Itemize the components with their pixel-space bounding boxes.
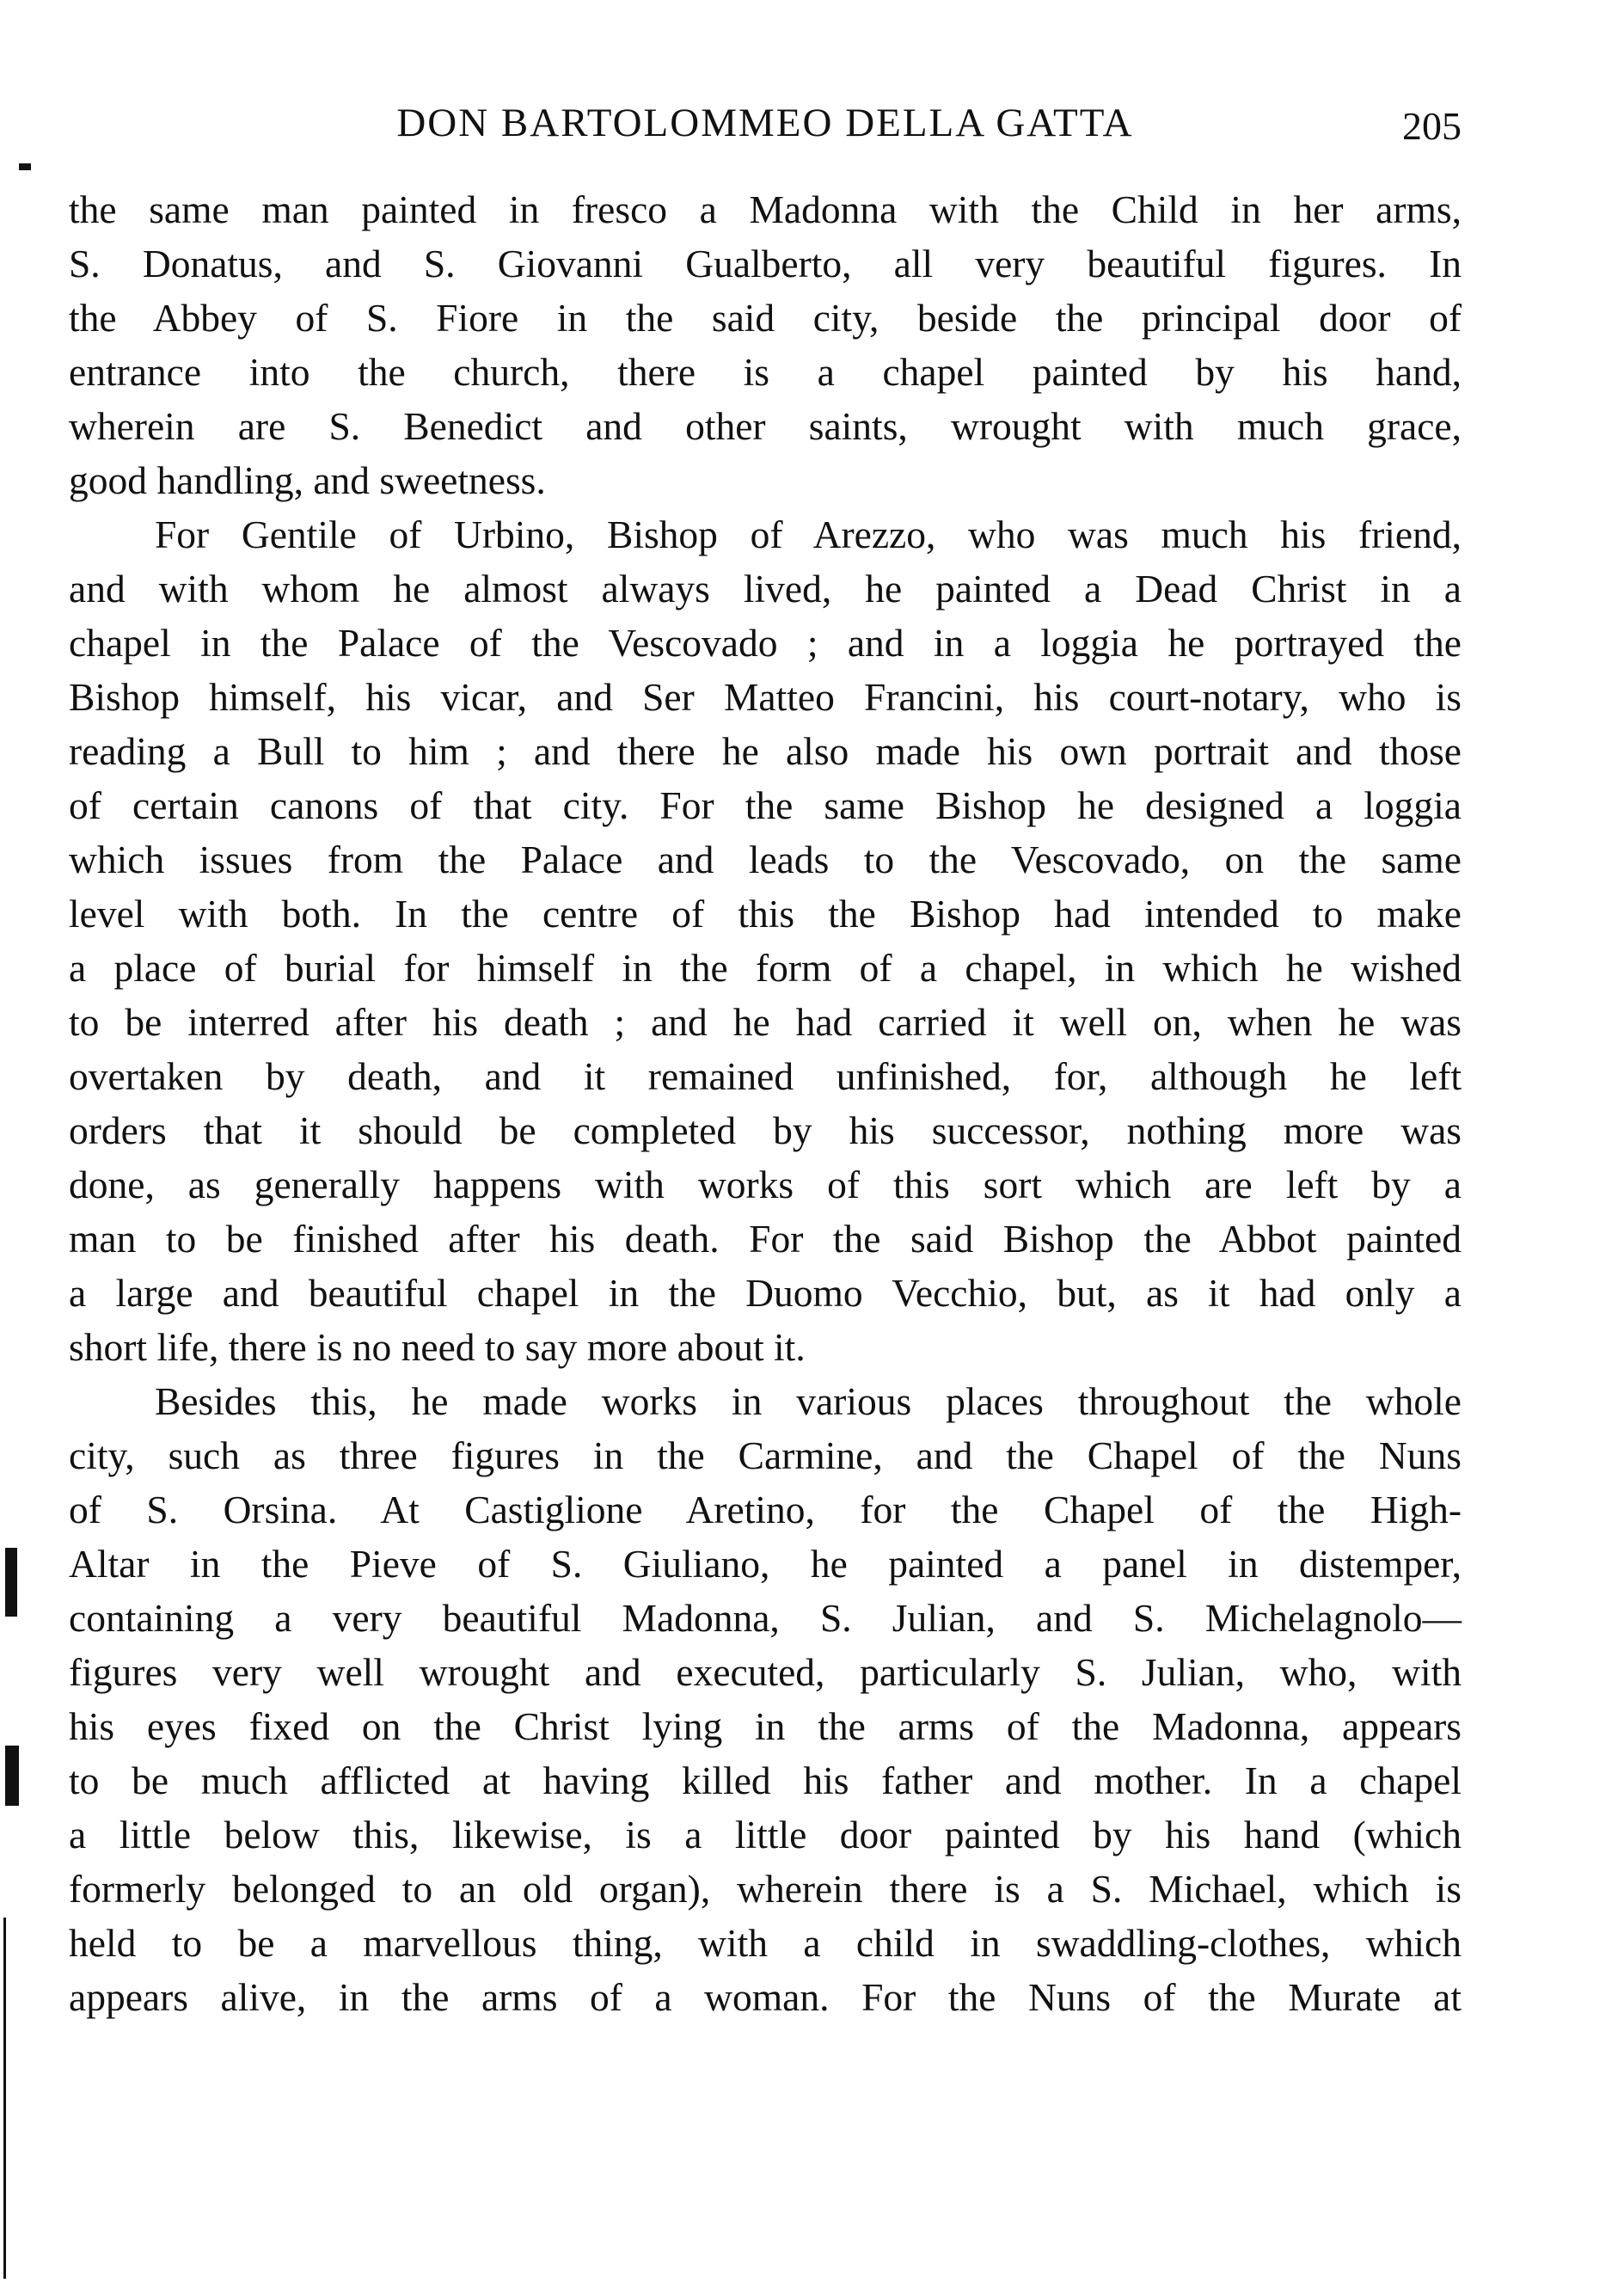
text-line: wherein are S. Benedict and other saints, wrought with much grace, — [69, 404, 1462, 448]
text-line: a little below this, likewise, is a little door painted by his hand (which — [69, 1813, 1462, 1856]
text-line: Altar in the Pieve of S. Giuliano, he painted a panel in distemper, — [69, 1542, 1462, 1586]
text-line: the Abbey of S. Fiore in the said city, beside the principal door of — [69, 296, 1462, 340]
text-line: overtaken by death, and it remained unfinished, for, although he left — [69, 1054, 1462, 1098]
text-line: appears alive, in the arms of a woman. For the Nuns of the Murate at — [69, 1975, 1462, 2019]
scan-mark-lower — [5, 1746, 19, 1806]
text-line: chapel in the Palace of the Vescovado ; and in a loggia he portrayed the — [69, 621, 1462, 665]
scan-mark-top — [19, 163, 31, 170]
text-line: to be much afflicted at having killed his father and mother. In a chapel — [69, 1758, 1462, 1802]
text-line: city, such as three figures in the Carmine, and the Chapel of the Nuns — [69, 1433, 1462, 1477]
page-number: 205 — [1402, 104, 1462, 148]
text-line: For Gentile of Urbino, Bishop of Arezzo, who was much his friend, — [155, 512, 1462, 556]
text-line: orders that it should be completed by his successor, nothing more was — [69, 1108, 1462, 1152]
text-line: level with both. In the centre of this the Bishop had intended to make — [69, 892, 1462, 936]
text-line: of certain canons of that city. For the same Bishop he designed a loggia — [69, 783, 1462, 827]
text-line: of S. Orsina. At Castiglione Aretino, for the Chapel of the High- — [69, 1488, 1462, 1531]
text-line: Besides this, he made works in various places throughout the whole — [155, 1379, 1462, 1423]
text-line: his eyes fixed on the Christ lying in the arms of the Madonna, appears — [69, 1704, 1462, 1748]
text-line: Bishop himself, his vicar, and Ser Matteo Francini, his court-notary, who is — [69, 675, 1462, 719]
text-line: held to be a marvellous thing, with a child in swaddling-clothes, which — [69, 1921, 1462, 1965]
text-line: and with whom he almost always lived, he painted a Dead Christ in a — [69, 567, 1462, 611]
text-line: which issues from the Palace and leads to the Vescovado, on the same — [69, 838, 1462, 881]
text-line: formerly belonged to an old organ), wherein there is a S. Michael, which is — [69, 1867, 1462, 1911]
text-line: good handling, and sweetness. — [69, 458, 546, 502]
scan-edge-line — [3, 1918, 6, 2279]
text-line: the same man painted in fresco a Madonna with the Child in her arms, — [69, 187, 1462, 231]
running-title: DON BARTOLOMMEO DELLA GATTA — [396, 101, 1134, 145]
text-line: entrance into the church, there is a chapel painted by his hand, — [69, 350, 1462, 394]
text-line: short life, there is no need to say more about it. — [69, 1325, 806, 1369]
body-text — [69, 182, 1462, 2024]
text-line: done, as generally happens with works of this sort which are left by a — [69, 1163, 1462, 1206]
text-line: a place of burial for himself in the form of a chapel, in which he wished — [69, 946, 1462, 990]
text-line: figures very well wrought and executed, particularly S. Julian, who, with — [69, 1650, 1462, 1694]
text-line: reading a Bull to him ; and there he also made his own portrait and those — [69, 729, 1462, 773]
page-header — [69, 93, 1462, 153]
scan-mark-middle — [5, 1548, 17, 1617]
text-line: man to be finished after his death. For the said Bishop the Abbot painted — [69, 1217, 1462, 1261]
text-line: S. Donatus, and S. Giovanni Gualberto, all very beautiful figures. In — [69, 242, 1462, 285]
text-line: containing a very beautiful Madonna, S. Julian, and S. Michelagnolo— — [69, 1596, 1462, 1640]
text-line: a large and beautiful chapel in the Duomo Vecchio, but, as it had only a — [69, 1271, 1462, 1315]
text-line: to be interred after his death ; and he had carried it well on, when he was — [69, 1000, 1462, 1044]
